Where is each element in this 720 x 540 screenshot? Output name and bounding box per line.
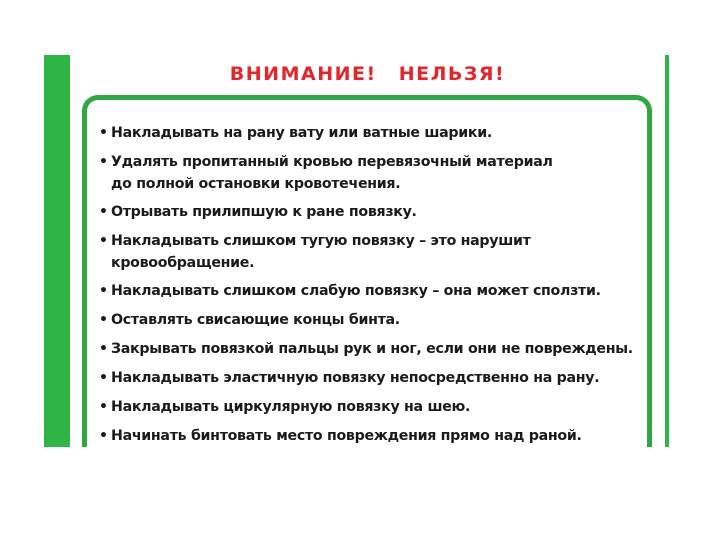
list-item-text: Накладывать слишком тугую повязку – это нарушит кровообращение.	[111, 233, 531, 271]
bullet-icon: •	[99, 233, 108, 249]
list-item	[99, 396, 639, 419]
list-item-text: Накладывать на рану вату или ватные шарики.	[111, 125, 492, 141]
list-item-text: Начинать бинтовать место повреждения прямо над раной.	[111, 428, 582, 444]
list-item	[99, 367, 639, 390]
left-green-stripe	[44, 55, 70, 447]
bullet-icon: •	[99, 370, 108, 386]
list-item-text: Накладывать эластичную повязку непосредственно на рану.	[111, 370, 600, 386]
list-item-text: Закрывать повязкой пальцы рук и ног, если они не повреждены.	[111, 341, 633, 357]
bullet-icon: •	[99, 341, 108, 357]
prohibited-actions-list	[99, 122, 639, 447]
bullet-icon: •	[99, 283, 108, 299]
bullet-icon: •	[99, 154, 108, 170]
list-item	[99, 122, 639, 145]
list-item	[99, 309, 639, 332]
list-item	[99, 201, 639, 224]
bullet-icon: •	[99, 399, 108, 415]
list-item-text: Накладывать слишком слабую повязку – она может сползти.	[111, 283, 601, 299]
rules-frame	[82, 95, 652, 447]
list-item	[99, 338, 639, 361]
bullet-icon: •	[99, 312, 108, 328]
warning-poster	[44, 55, 669, 447]
list-item	[99, 425, 639, 447]
bullet-icon: •	[99, 125, 108, 141]
poster-title: ВНИМАНИЕ! НЕЛЬЗЯ!	[229, 63, 506, 85]
list-item-text: Накладывать циркулярную повязку на шею.	[111, 399, 471, 415]
list-item-text: Удалять пропитанный кровью перевязочный материал до полной остановки кровотечения.	[111, 154, 553, 192]
list-item	[99, 151, 639, 195]
bullet-icon: •	[99, 204, 108, 220]
list-item-text: Оставлять свисающие концы бинта.	[111, 312, 400, 328]
bullet-icon: •	[99, 428, 108, 444]
list-item-text: Отрывать прилипшую к ране повязку.	[111, 204, 417, 220]
right-green-stripe	[665, 55, 669, 447]
list-item	[99, 280, 639, 303]
list-item	[99, 230, 639, 274]
